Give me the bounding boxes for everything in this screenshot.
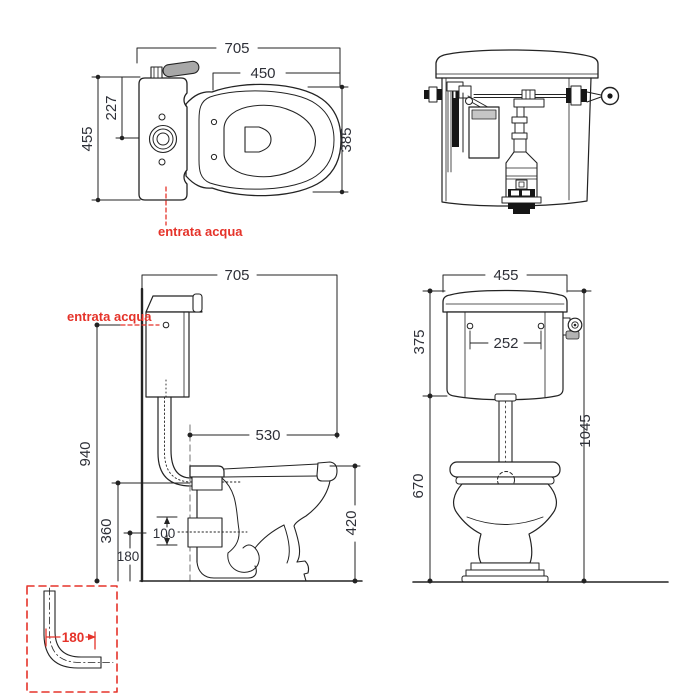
side-dim-940-label: 940	[77, 441, 94, 467]
front-dim-375-label: 375	[411, 329, 428, 355]
cistern-lid	[436, 50, 598, 78]
plan-flush-inlet-shape	[245, 127, 271, 152]
side-dim-100-label: 100	[152, 526, 176, 541]
side-dim-420-label: 420	[343, 510, 360, 536]
plan-dim-455-label: 455	[79, 126, 96, 152]
seat-nose	[317, 462, 337, 481]
front-handle	[563, 318, 582, 339]
elbow-pipe	[44, 588, 113, 668]
fixing-hole	[538, 323, 544, 329]
fixing-hole	[467, 323, 473, 329]
plan-dim-227-label: 227	[103, 95, 120, 121]
side-dim-180-label: 180	[116, 549, 140, 564]
plan-dim-705-label: 705	[224, 40, 250, 57]
plan-bowl-outline	[186, 84, 341, 195]
handle-assembly	[566, 86, 619, 105]
side-bowl	[188, 462, 337, 581]
front-view	[413, 275, 668, 583]
fill-valve	[424, 82, 499, 172]
plan-dim-385-label: 385	[338, 127, 355, 153]
detail-dim-180-label: 180	[61, 630, 85, 645]
front-dim-670-label: 670	[410, 473, 427, 499]
front-dim-252-label: 252	[493, 335, 519, 352]
side-dim-360-label: 360	[98, 518, 115, 544]
front-dim-455-label: 455	[493, 267, 519, 284]
side-dim-705-label: 705	[224, 267, 250, 284]
cistern-internals-view	[424, 50, 619, 214]
side-water-inlet-label: entrata acqua	[67, 309, 152, 324]
plan-water-inlet-label: entrata acqua	[158, 224, 243, 239]
side-cistern	[146, 294, 202, 397]
front-dim-1045-label: 1045	[577, 414, 594, 448]
front-bowl	[450, 462, 560, 582]
inlet-spud	[188, 518, 222, 547]
flush-lever-icon	[151, 61, 200, 78]
plan-view	[92, 48, 348, 225]
plan-dim-450-label: 450	[250, 65, 276, 82]
side-dim-530-label: 530	[255, 427, 281, 444]
side-dim-360	[112, 481, 190, 581]
